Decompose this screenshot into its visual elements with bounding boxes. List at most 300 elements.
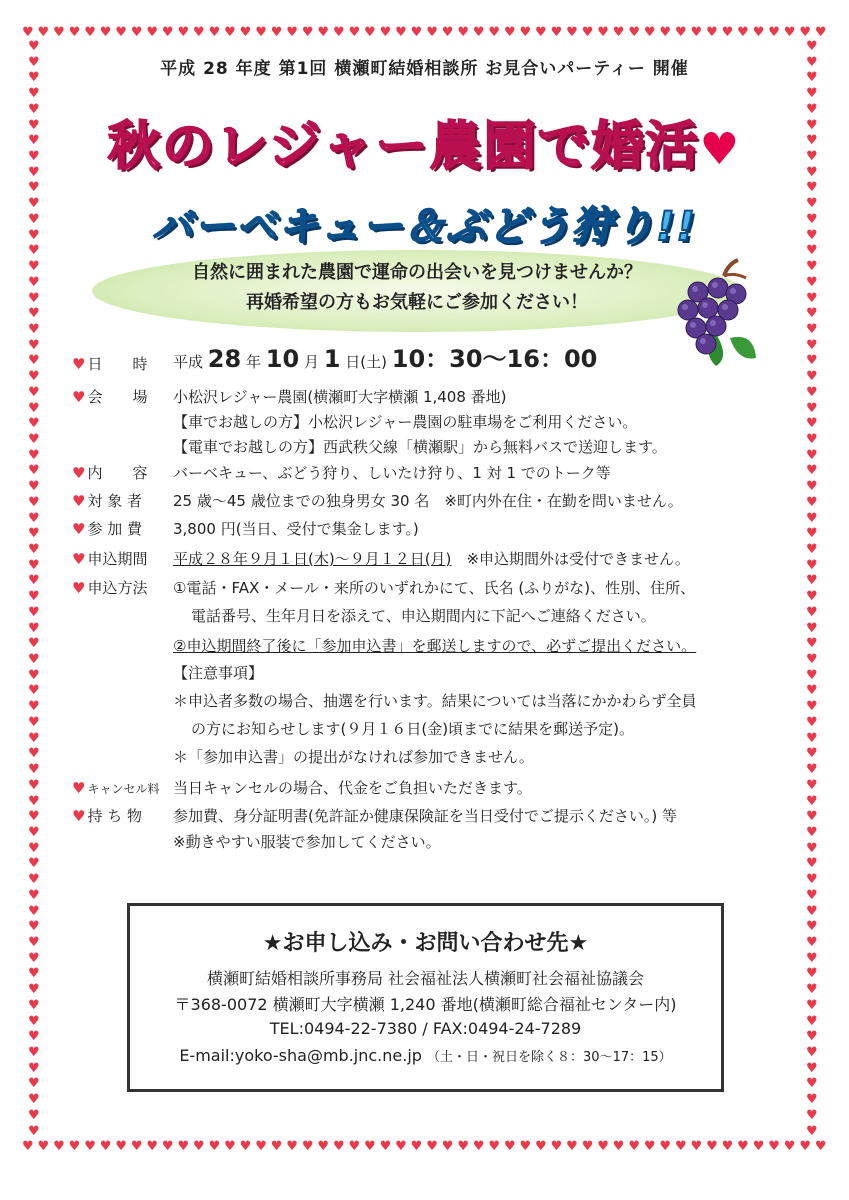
heart-border-bottom bbox=[22, 1140, 827, 1153]
heart-icon: ♥ bbox=[348, 25, 361, 40]
heart-icon: ♥ bbox=[737, 25, 749, 40]
heart-icon: ♥ bbox=[239, 25, 252, 40]
heart-border-top bbox=[22, 26, 827, 39]
heart-icon: ♥ bbox=[28, 86, 40, 102]
heart-icon: ♥ bbox=[53, 1139, 65, 1154]
heart-icon: ♥ bbox=[806, 259, 818, 275]
heart-icon: ♥ bbox=[674, 25, 687, 40]
heart-icon: ♥ bbox=[72, 550, 86, 568]
heart-icon: ♥ bbox=[628, 25, 640, 40]
heart-icon: ♥ bbox=[28, 620, 40, 636]
heart-icon: ♥ bbox=[806, 699, 818, 715]
heart-icon: ♥ bbox=[699, 124, 742, 175]
heart-icon: ♥ bbox=[68, 25, 81, 40]
heart-icon: ♥ bbox=[472, 1139, 485, 1154]
heart-icon: ♥ bbox=[28, 636, 40, 652]
heart-icon: ♥ bbox=[28, 746, 40, 762]
heart-icon: ♥ bbox=[488, 25, 501, 40]
heart-icon: ♥ bbox=[28, 274, 40, 290]
heart-icon: ♥ bbox=[130, 1139, 143, 1154]
heart-icon: ♥ bbox=[379, 1139, 392, 1154]
heart-icon: ♥ bbox=[28, 369, 40, 385]
period-label-row bbox=[72, 548, 147, 570]
venue-label-row bbox=[72, 386, 147, 408]
heart-icon: ♥ bbox=[72, 520, 86, 538]
heart-icon: ♥ bbox=[28, 337, 40, 353]
contact-address: 〒368-0072 横瀬町大字横瀬 1,240 番地(横瀬町総合福祉センター内) bbox=[174, 995, 677, 1014]
heart-icon: ♥ bbox=[37, 25, 50, 40]
heart-icon: ♥ bbox=[28, 683, 40, 699]
heart-icon: ♥ bbox=[255, 25, 267, 40]
date-value bbox=[173, 345, 598, 373]
heart-icon: ♥ bbox=[28, 730, 40, 746]
heart-icon: ♥ bbox=[457, 1139, 469, 1154]
heart-icon: ♥ bbox=[28, 997, 40, 1013]
notes-heading: 【注意事項】 bbox=[173, 664, 264, 682]
contact-hours: （土・日・祝日を除く８：30～17：15） bbox=[427, 1050, 672, 1065]
heart-icon: ♥ bbox=[115, 25, 127, 40]
heart-icon: ♥ bbox=[597, 25, 609, 40]
heart-icon: ♥ bbox=[161, 25, 174, 40]
heart-icon: ♥ bbox=[28, 762, 40, 778]
contact-email[interactable]: E-mail:yoko-sha@mb.jnc.ne.jp bbox=[179, 1046, 422, 1065]
heart-icon: ♥ bbox=[806, 54, 818, 70]
main-title-text: 秋のレジャー農園で婚活 bbox=[107, 117, 700, 177]
heart-icon: ♥ bbox=[410, 25, 423, 40]
heart-icon: ♥ bbox=[28, 714, 40, 730]
grapes-icon bbox=[672, 258, 762, 373]
heart-icon: ♥ bbox=[806, 714, 818, 730]
heart-icon: ♥ bbox=[643, 25, 656, 40]
date-label-row bbox=[72, 353, 147, 375]
heart-icon: ♥ bbox=[806, 400, 818, 416]
heart-icon: ♥ bbox=[806, 950, 818, 966]
contact-heading: ★お申し込み・お問い合わせ先★ bbox=[262, 931, 589, 956]
heart-icon: ♥ bbox=[22, 25, 34, 40]
heart-icon: ♥ bbox=[799, 25, 811, 40]
heart-icon: ♥ bbox=[806, 1029, 818, 1045]
heart-icon: ♥ bbox=[28, 840, 40, 856]
heart-icon: ♥ bbox=[806, 1107, 818, 1123]
contact-box bbox=[127, 903, 724, 1092]
heart-icon: ♥ bbox=[224, 1139, 236, 1154]
heart-icon: ♥ bbox=[208, 1139, 221, 1154]
heart-icon: ♥ bbox=[28, 463, 40, 479]
heart-icon: ♥ bbox=[806, 447, 818, 463]
heart-icon: ♥ bbox=[28, 652, 40, 668]
heart-icon: ♥ bbox=[806, 117, 818, 133]
heart-icon: ♥ bbox=[286, 25, 298, 40]
heart-icon: ♥ bbox=[84, 1139, 96, 1154]
notes-line-3: ＊「参加申込書」の提出がなければ参加できません。 bbox=[173, 748, 534, 766]
heart-icon: ♥ bbox=[332, 25, 345, 40]
heart-icon: ♥ bbox=[28, 777, 40, 793]
period-note: ※申込期間外は受付できません。 bbox=[466, 550, 690, 568]
heart-icon: ♥ bbox=[806, 101, 818, 117]
event-subtitle: 平成 28 年度 第1回 横瀬町結婚相談所 お見合いパーティー 開催 bbox=[160, 59, 689, 79]
heart-icon: ♥ bbox=[72, 492, 86, 510]
heart-icon: ♥ bbox=[317, 25, 330, 40]
heart-icon: ♥ bbox=[806, 306, 818, 322]
heart-icon: ♥ bbox=[752, 25, 765, 40]
heart-icon: ♥ bbox=[806, 730, 818, 746]
contact-org: 横瀬町結婚相談所事務局 社会福祉法人横瀬町社会福祉協議会 bbox=[206, 969, 645, 988]
heart-icon: ♥ bbox=[721, 25, 734, 40]
heart-icon: ♥ bbox=[806, 856, 818, 872]
date-day: 1 bbox=[323, 345, 341, 373]
cancel-label-row bbox=[72, 777, 159, 800]
heart-icon: ♥ bbox=[28, 982, 40, 998]
heart-icon: ♥ bbox=[806, 431, 818, 447]
heart-icon: ♥ bbox=[806, 1076, 818, 1092]
heart-icon: ♥ bbox=[806, 384, 818, 400]
heart-icon: ♥ bbox=[239, 1139, 252, 1154]
heart-icon: ♥ bbox=[783, 25, 796, 40]
heart-icon: ♥ bbox=[581, 1139, 594, 1154]
heart-icon: ♥ bbox=[28, 70, 40, 86]
heart-icon: ♥ bbox=[643, 1139, 656, 1154]
notes-line-2: の方にお知らせします(９月１６日(金)頃までに結果を郵送予定)。 bbox=[191, 720, 634, 738]
heart-icon: ♥ bbox=[28, 542, 40, 557]
date-month-unit: 月 bbox=[303, 353, 319, 371]
heart-icon: ♥ bbox=[193, 25, 205, 40]
intro-line-1: 自然に囲まれた農園で運命の出会いを見つけませんか？ bbox=[192, 262, 642, 283]
heart-icon: ♥ bbox=[806, 997, 818, 1013]
heart-icon: ♥ bbox=[28, 180, 40, 196]
heart-icon: ♥ bbox=[28, 54, 40, 70]
heart-icon: ♥ bbox=[806, 479, 818, 495]
heart-icon: ♥ bbox=[814, 25, 827, 40]
heart-icon: ♥ bbox=[28, 416, 40, 432]
heart-icon: ♥ bbox=[806, 542, 818, 557]
heart-icon: ♥ bbox=[224, 25, 236, 40]
heart-icon: ♥ bbox=[806, 227, 818, 243]
heart-icon: ♥ bbox=[28, 243, 40, 259]
heart-icon: ♥ bbox=[426, 1139, 438, 1154]
date-time: 10：30～16：00 bbox=[391, 345, 598, 373]
heart-icon: ♥ bbox=[737, 1139, 749, 1154]
heart-icon: ♥ bbox=[503, 25, 516, 40]
heart-icon: ♥ bbox=[768, 1139, 780, 1154]
cancel-value: 当日キャンセルの場合、代金をご負担いただきます。 bbox=[173, 779, 532, 797]
heart-icon: ♥ bbox=[806, 840, 818, 856]
heart-icon: ♥ bbox=[28, 290, 40, 306]
heart-icon: ♥ bbox=[28, 211, 40, 227]
heart-icon: ♥ bbox=[806, 180, 818, 196]
heart-icon: ♥ bbox=[806, 510, 818, 526]
heart-icon: ♥ bbox=[441, 1139, 454, 1154]
heart-icon: ♥ bbox=[519, 25, 532, 40]
heart-icon: ♥ bbox=[612, 1139, 625, 1154]
heart-icon: ♥ bbox=[806, 353, 818, 369]
heart-icon: ♥ bbox=[488, 1139, 501, 1154]
heart-icon: ♥ bbox=[28, 164, 40, 180]
heart-icon: ♥ bbox=[472, 25, 485, 40]
cancel-label: キャンセル料 bbox=[87, 782, 160, 796]
items-line-2: ※動きやすい服装で参加してください。 bbox=[173, 833, 441, 851]
intro-text bbox=[92, 258, 742, 318]
heart-icon: ♥ bbox=[806, 762, 818, 778]
heart-icon: ♥ bbox=[457, 25, 469, 40]
heart-icon: ♥ bbox=[806, 337, 818, 353]
venue-value: 小松沢レジャー農園(横瀬町大字横瀬 1,408 番地) bbox=[173, 388, 507, 406]
fee-label: 参 加 費 bbox=[87, 520, 142, 538]
heart-icon: ♥ bbox=[72, 388, 86, 406]
heart-icon: ♥ bbox=[28, 447, 40, 463]
heart-icon: ♥ bbox=[28, 1045, 40, 1060]
heart-icon: ♥ bbox=[28, 39, 40, 54]
heart-icon: ♥ bbox=[28, 573, 40, 589]
heart-icon: ♥ bbox=[28, 196, 40, 212]
heart-icon: ♥ bbox=[426, 25, 438, 40]
heart-icon: ♥ bbox=[806, 211, 818, 227]
heart-icon: ♥ bbox=[146, 25, 159, 40]
contact-email-row bbox=[130, 1046, 721, 1065]
heart-icon: ♥ bbox=[379, 25, 392, 40]
heart-icon: ♥ bbox=[806, 683, 818, 699]
heart-icon: ♥ bbox=[395, 25, 407, 40]
heart-icon: ♥ bbox=[28, 966, 40, 982]
heart-icon: ♥ bbox=[806, 872, 818, 888]
heart-icon: ♥ bbox=[28, 227, 40, 243]
heart-icon: ♥ bbox=[814, 1139, 827, 1154]
date-year: 28 bbox=[207, 345, 242, 373]
period-value: 平成２８年９月１日(木)～９月１２日(月) bbox=[173, 550, 452, 568]
heart-icon: ♥ bbox=[28, 793, 40, 809]
heart-icon: ♥ bbox=[28, 557, 40, 573]
date-day-unit: 日(土) bbox=[345, 353, 387, 371]
heart-icon: ♥ bbox=[84, 25, 96, 40]
heart-icon: ♥ bbox=[395, 1139, 407, 1154]
heart-icon: ♥ bbox=[806, 1045, 818, 1060]
heart-icon: ♥ bbox=[177, 25, 190, 40]
heart-icon: ♥ bbox=[72, 579, 86, 597]
items-label-row bbox=[72, 805, 142, 827]
heart-icon: ♥ bbox=[706, 1139, 718, 1154]
heart-icon: ♥ bbox=[674, 1139, 687, 1154]
heart-icon: ♥ bbox=[28, 903, 40, 919]
heart-icon: ♥ bbox=[270, 1139, 283, 1154]
heart-icon: ♥ bbox=[364, 25, 376, 40]
heart-icon: ♥ bbox=[628, 1139, 640, 1154]
heart-icon: ♥ bbox=[28, 589, 40, 605]
heart-icon: ♥ bbox=[130, 25, 143, 40]
heart-icon: ♥ bbox=[806, 243, 818, 259]
heart-icon: ♥ bbox=[28, 494, 40, 510]
period-label: 申込期間 bbox=[87, 550, 148, 568]
heart-icon: ♥ bbox=[752, 1139, 765, 1154]
heart-icon: ♥ bbox=[806, 1013, 818, 1029]
heart-icon: ♥ bbox=[768, 25, 780, 40]
heart-icon: ♥ bbox=[72, 807, 86, 825]
method-line-3: ②申込期間終了後に「参加申込書」を郵送しますので、必ずご提出ください。 bbox=[173, 637, 697, 655]
heart-icon: ♥ bbox=[806, 966, 818, 982]
heart-icon: ♥ bbox=[706, 25, 718, 40]
heart-icon: ♥ bbox=[28, 1107, 40, 1123]
heart-icon: ♥ bbox=[806, 1123, 818, 1139]
heart-icon: ♥ bbox=[806, 463, 818, 479]
heart-icon: ♥ bbox=[28, 306, 40, 322]
heart-icon: ♥ bbox=[806, 321, 818, 337]
heart-icon: ♥ bbox=[806, 589, 818, 605]
heart-icon: ♥ bbox=[28, 824, 40, 840]
heart-icon: ♥ bbox=[28, 1123, 40, 1139]
heart-icon: ♥ bbox=[28, 856, 40, 872]
heart-icon: ♥ bbox=[806, 777, 818, 793]
heart-icon: ♥ bbox=[806, 636, 818, 652]
heart-icon: ♥ bbox=[72, 355, 86, 373]
heart-icon: ♥ bbox=[806, 39, 818, 54]
date-label: 日 時 bbox=[87, 355, 148, 373]
fee-value: 3,800 円(当日、受付で集金します。) bbox=[173, 520, 419, 538]
heart-icon: ♥ bbox=[28, 384, 40, 400]
target-label: 対 象 者 bbox=[87, 492, 142, 510]
heart-icon: ♥ bbox=[332, 1139, 345, 1154]
heart-icon: ♥ bbox=[806, 903, 818, 919]
heart-icon: ♥ bbox=[806, 133, 818, 149]
method-line-2: 電話番号、生年月日を添えて、申込期間内に下記へご連絡ください。 bbox=[191, 607, 656, 625]
heart-icon: ♥ bbox=[193, 1139, 205, 1154]
heart-icon: ♥ bbox=[806, 290, 818, 306]
heart-icon: ♥ bbox=[581, 25, 594, 40]
method-label-row bbox=[72, 577, 147, 599]
heart-icon: ♥ bbox=[566, 1139, 578, 1154]
heart-icon: ♥ bbox=[806, 149, 818, 165]
intro-line-2: 再婚希望の方もお気軽にご参加ください！ bbox=[246, 292, 588, 313]
heart-icon: ♥ bbox=[441, 25, 454, 40]
heart-icon: ♥ bbox=[317, 1139, 330, 1154]
target-value: 25 歳～45 歳位までの独身男女 30 名 ※町内外在住・在勤を問いません。 bbox=[173, 492, 683, 510]
heart-icon: ♥ bbox=[806, 86, 818, 102]
heart-icon: ♥ bbox=[28, 479, 40, 495]
heart-icon: ♥ bbox=[806, 1092, 818, 1108]
heart-icon: ♥ bbox=[806, 196, 818, 212]
heart-icon: ♥ bbox=[364, 1139, 376, 1154]
heart-icon: ♥ bbox=[208, 25, 221, 40]
heart-icon: ♥ bbox=[28, 872, 40, 888]
heart-icon: ♥ bbox=[659, 25, 672, 40]
heart-icon: ♥ bbox=[806, 526, 818, 542]
heart-icon: ♥ bbox=[519, 1139, 532, 1154]
heart-icon: ♥ bbox=[659, 1139, 672, 1154]
heart-icon: ♥ bbox=[28, 101, 40, 117]
heart-icon: ♥ bbox=[806, 982, 818, 998]
method-line-1: ①電話・FAX・メール・来所のいずれかにて、氏名 (ふりがな)、性別、住所、 bbox=[173, 579, 696, 597]
heart-icon: ♥ bbox=[566, 25, 578, 40]
heart-icon: ♥ bbox=[177, 1139, 190, 1154]
heart-icon: ♥ bbox=[301, 25, 314, 40]
heart-icon: ♥ bbox=[72, 464, 86, 482]
sub-title: バーベキュー＆ぶどう狩り!! bbox=[152, 204, 697, 250]
contact-tel-fax: TEL:0494-22-7380 / FAX:0494-24-7289 bbox=[269, 1019, 582, 1038]
heart-icon: ♥ bbox=[28, 526, 40, 542]
heart-icon: ♥ bbox=[301, 1139, 314, 1154]
heart-icon: ♥ bbox=[28, 919, 40, 935]
heart-icon: ♥ bbox=[806, 746, 818, 762]
heart-icon: ♥ bbox=[690, 1139, 703, 1154]
heart-icon: ♥ bbox=[348, 1139, 361, 1154]
items-label: 持 ち 物 bbox=[87, 807, 142, 825]
heart-icon: ♥ bbox=[28, 1060, 40, 1076]
heart-icon: ♥ bbox=[612, 25, 625, 40]
items-line-1: 参加費、身分証明書(免許証か健康保険証を当日受付でご提示ください。) 等 bbox=[173, 807, 677, 825]
venue-car: 【車でお越しの方】小松沢レジャー農園の駐車場をご利用ください。 bbox=[173, 413, 638, 431]
heart-icon: ♥ bbox=[28, 934, 40, 950]
content-value: バーベキュー、ぶどう狩り、しいたけ狩り、1 対 1 でのトーク等 bbox=[173, 464, 611, 482]
heart-icon: ♥ bbox=[550, 25, 563, 40]
heart-icon: ♥ bbox=[255, 1139, 267, 1154]
heart-icon: ♥ bbox=[28, 133, 40, 149]
heart-icon: ♥ bbox=[806, 620, 818, 636]
heart-icon: ♥ bbox=[28, 809, 40, 825]
heart-icon: ♥ bbox=[535, 25, 547, 40]
heart-icon: ♥ bbox=[28, 431, 40, 447]
heart-icon: ♥ bbox=[799, 1139, 811, 1154]
heart-icon: ♥ bbox=[806, 887, 818, 903]
heart-icon: ♥ bbox=[806, 809, 818, 825]
heart-icon: ♥ bbox=[146, 1139, 159, 1154]
heart-icon: ♥ bbox=[503, 1139, 516, 1154]
period-value-row bbox=[173, 548, 690, 570]
heart-icon: ♥ bbox=[270, 25, 283, 40]
heart-icon: ♥ bbox=[806, 494, 818, 510]
heart-icon: ♥ bbox=[806, 919, 818, 935]
heart-icon: ♥ bbox=[72, 779, 86, 797]
heart-icon: ♥ bbox=[28, 353, 40, 369]
fee-label-row bbox=[72, 518, 142, 540]
heart-icon: ♥ bbox=[806, 934, 818, 950]
heart-icon: ♥ bbox=[597, 1139, 609, 1154]
heart-icon: ♥ bbox=[806, 573, 818, 589]
heart-icon: ♥ bbox=[806, 70, 818, 86]
date-year-unit: 年 bbox=[245, 353, 261, 371]
heart-icon: ♥ bbox=[690, 25, 703, 40]
heart-icon: ♥ bbox=[806, 557, 818, 573]
heart-icon: ♥ bbox=[806, 604, 818, 620]
heart-icon: ♥ bbox=[806, 1060, 818, 1076]
heart-icon: ♥ bbox=[28, 510, 40, 526]
date-month: 10 bbox=[265, 345, 300, 373]
heart-icon: ♥ bbox=[28, 1076, 40, 1092]
heart-icon: ♥ bbox=[28, 321, 40, 337]
heart-icon: ♥ bbox=[806, 369, 818, 385]
heart-icon: ♥ bbox=[806, 416, 818, 432]
target-label-row bbox=[72, 490, 142, 512]
heart-icon: ♥ bbox=[28, 1013, 40, 1029]
heart-icon: ♥ bbox=[68, 1139, 81, 1154]
heart-icon: ♥ bbox=[99, 1139, 112, 1154]
heart-icon: ♥ bbox=[28, 887, 40, 903]
heart-icon: ♥ bbox=[22, 1139, 34, 1154]
date-era: 平成 bbox=[173, 353, 204, 371]
heart-icon: ♥ bbox=[721, 1139, 734, 1154]
heart-icon: ♥ bbox=[806, 793, 818, 809]
notes-line-1: ＊申込者多数の場合、抽選を行います。結果については当落にかかわらず全員 bbox=[173, 692, 697, 710]
heart-icon: ♥ bbox=[806, 164, 818, 180]
main-title bbox=[0, 101, 849, 179]
heart-icon: ♥ bbox=[28, 259, 40, 275]
heart-icon: ♥ bbox=[53, 25, 65, 40]
heart-icon: ♥ bbox=[806, 824, 818, 840]
method-label: 申込方法 bbox=[87, 579, 148, 597]
heart-icon: ♥ bbox=[115, 1139, 127, 1154]
heart-icon: ♥ bbox=[99, 25, 112, 40]
heart-icon: ♥ bbox=[806, 667, 818, 683]
heart-icon: ♥ bbox=[28, 699, 40, 715]
heart-icon: ♥ bbox=[28, 950, 40, 966]
heart-icon: ♥ bbox=[28, 667, 40, 683]
heart-icon: ♥ bbox=[28, 117, 40, 133]
